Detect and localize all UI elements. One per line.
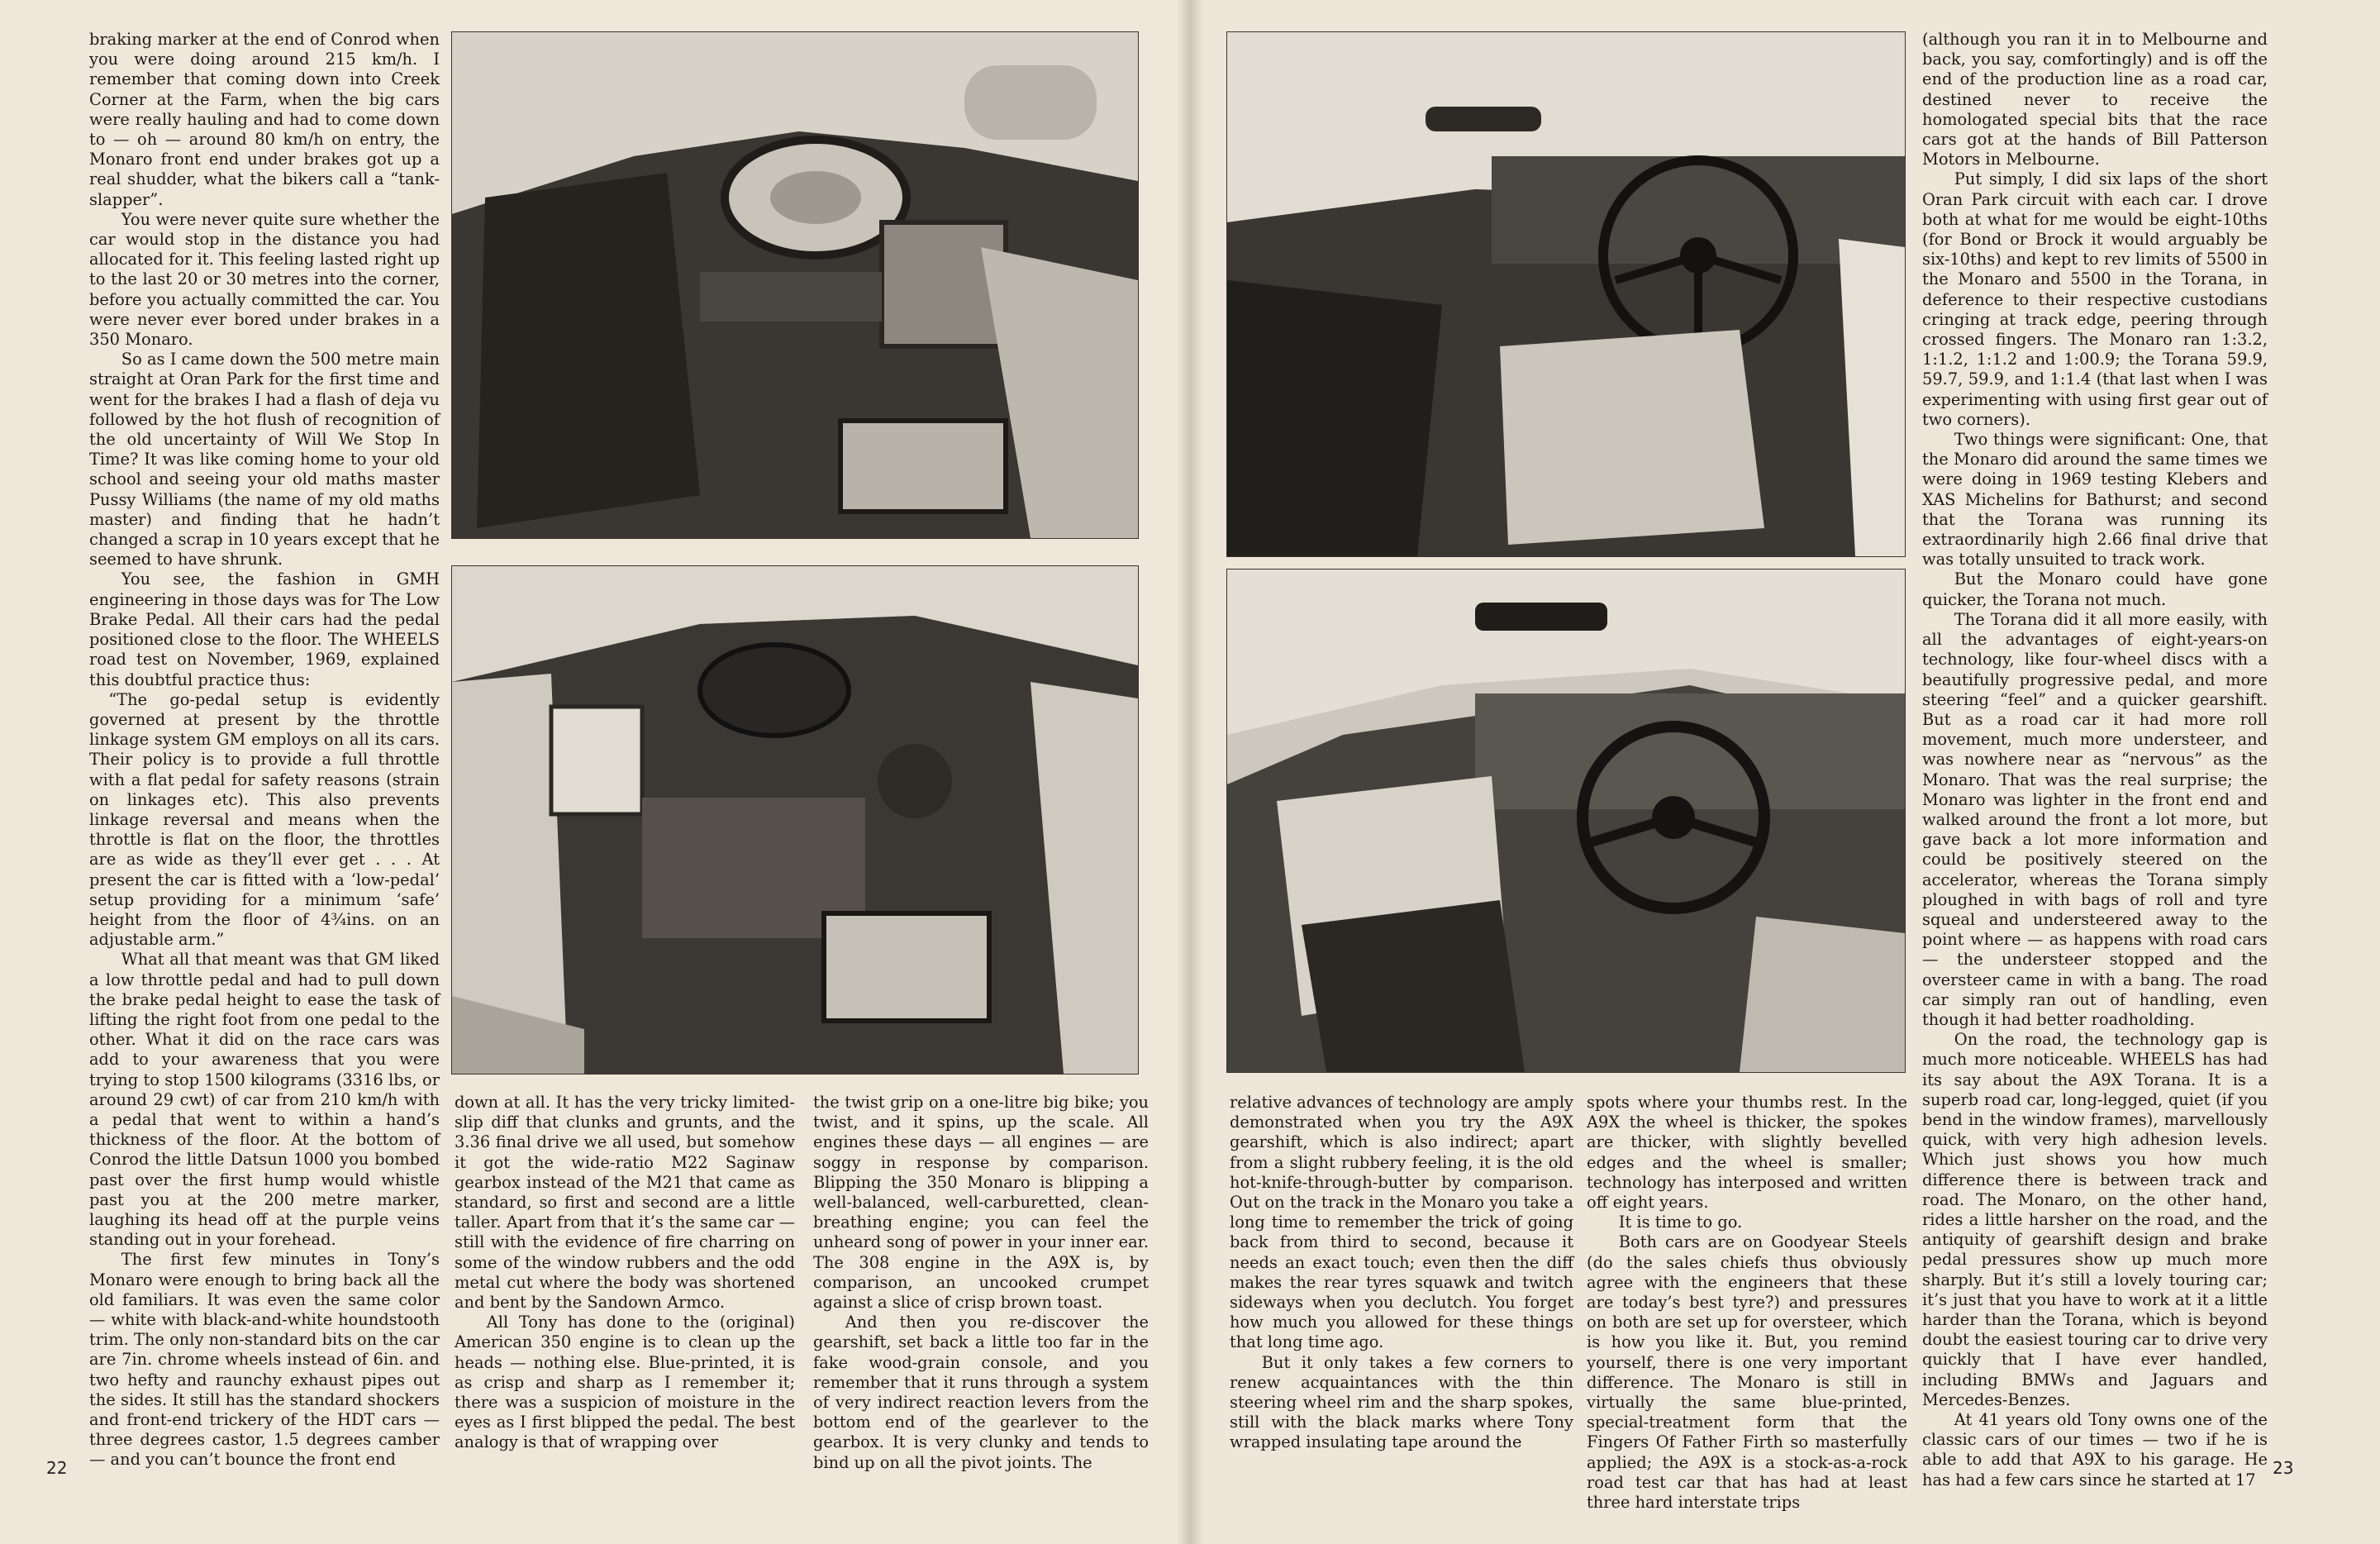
- paragraph: On the road, the technology gap is much more noticeable. WHEELS has had its say about the A9X Torana. It is a superb road car, long-legged, quiet (if you bend in the window frames), marvellously quick, with very high adhesion levels. Which just shows you how much difference there is between track and road. The Monaro, on the other hand, rides a little harsher on the road, and the antiquity of gearshift design and brake pedal pressures show up much more sharply. But it’s still a lovely touring car; it’s just that you have to work at it a little harder than the Torana, which is beyond doubt the easiest touring car to drive very quickly that I have ever handled, including BMWs and Jaguars and Mercedes-Benzes.: [1922, 1030, 2268, 1409]
- monaro-interior-photo: [1226, 31, 1906, 557]
- car-interior-photo-icon: [1227, 569, 1905, 1072]
- car-interior-photo-icon: [1227, 32, 1905, 556]
- monaro-engine-bay-photo: [451, 31, 1139, 539]
- paragraph: The Torana did it all more easily, with all the advantages of eight-years-on technology, like four-wheel discs with a beautifully progressive pedal, and more steering “feel” and a quicker gearshift. But as a road car it had more roll movement, much more understeer, and was nowhere near as “nervous” as the Monaro. That was the real surprise; the Monaro was lighter in the front end and walked around the front a lot more, but gave back a lot more information and could be positively steered on the accelerator, whereas the Torana simply ploughed in with bags of roll and tyre squeal and understeered away to the point where — as happens with road cars — the understeer stopped and the oversteer came in with a bang. The road car simply ran out of handling, even though it had better roadholding.: [1922, 609, 2268, 1029]
- right-column-2: [1587, 1093, 1907, 1513]
- paragraph: It is time to go.: [1618, 1213, 1743, 1232]
- left-column-3: [813, 1093, 1149, 1472]
- right-column-3: [1922, 30, 2268, 1489]
- paragraph: (although you ran it in to Melbourne and back, you say, comfortingly) and is off the end of the production line as a road car, destined never to receive the homologated special bits that the race cars got at the hands of Bill Patterson Motors in Melbourne.: [1922, 30, 2268, 169]
- engine-bay-photo-icon: [452, 566, 1138, 1074]
- spine-gutter: [1177, 0, 1203, 1544]
- paragraph: braking marker at the end of Conrod when you were doing around 215 km/h. I remember that coming down into Creek Corner at the Farm, when the big cars were really hauling and had to come down to — oh — around 80 km/h on entry, the Monaro front end under brakes got up a real shudder, what the bikers call a “tank-slapper”.: [89, 30, 440, 209]
- torana-engine-bay-photo: [451, 565, 1139, 1075]
- paragraph: And then you re-discover the gearshift, set back a little too far in the fake wood-grain console, and you remember that it runs through a system of very indirect reaction levers from the bottom end of the gearlever to the gearbox. It is very clunky and tends to bind up on all the pivot joints. The: [813, 1313, 1149, 1472]
- paragraph: But it only takes a few corners to renew acquaintances with the thin steering wheel rim and the sharp spokes, still with the black marks where Tony wrapped insulating tape around the: [1230, 1352, 1573, 1452]
- left-column-1: [89, 30, 440, 1470]
- paragraph: the twist grip on a one-litre big bike; you twist, and it spins, up the scale. All engines these days — all engines — are soggy in response by comparison. Blipping the 350 Monaro is blipping a well-balanced, well-carburetted, clean-breathing engine; you can feel the unheard song of power in your inner ear. The 308 engine in the A9X is, by comparison, an uncooked crumpet against a slice of crisp brown toast.: [813, 1093, 1149, 1313]
- page-number: 23: [2273, 1458, 2294, 1478]
- paragraph: Put simply, I did six laps of the short Oran Park circuit with each car. I drove both at what for me would be eight-10ths (for Bond or Brock it would arguably be six-10ths) and kept to rev limits of 5500 in the Monaro and 5500 in the Torana, in deference to their respective custodians cringing at track edge, peering through crossed fingers. The Monaro ran 1:3.2, 1:1.2, 1:1.2 and 1:00.9; the Torana 59.9, 59.7, 59.9, and 1:1.4 (that last when I was experimenting with using first gear out of two corners).: [1922, 169, 2268, 429]
- right-column-1: [1230, 1093, 1573, 1452]
- paragraph: spots where your thumbs rest. In the A9X the wheel is thicker, the spokes are thicker, with slightly bevelled edges and the wheel is smaller; technology has interposed and written off eight years.: [1587, 1093, 1907, 1213]
- paragraph: Both cars are on Goodyear Steels (do the sales chiefs thus obviously agree with the engineers that these are today’s best tyre?) and pressures on both are set up for oversteer, which is how you like it. But, you remind yourself, there is one very important difference. The Monaro is still in virtually the same blue-printed, special-treatment form that the Fingers Of Father Firth so masterfully applied; the A9X is a stock-as-a-rock road test car that has had at least three hard interstate trips: [1587, 1232, 1907, 1513]
- paragraph: You see, the fashion in GMH engineering in those days was for The Low Brake Pedal. All their cars had the pedal positioned close to the floor. The WHEELS road test on November, 1969, explained this doubtful practice thus:: [89, 569, 440, 689]
- right-page: [1190, 0, 2380, 1544]
- paragraph: relative advances of technology are amply demonstrated when you try the A9X gearshift, which is also indirect; apart from a slight rubbery feeling, it is the old hot-knife-through-butter by comparison. Out on the track in the Monaro you take a long time to remember the trick of going back from third to second, because it needs an exact touch; even then the diff makes the rear tyres squawk and twitch sideways when you declutch. You forget how much you allowed for these things that long time ago.: [1230, 1093, 1573, 1352]
- left-column-2: [455, 1093, 795, 1452]
- paragraph: Two things were significant: One, that the Monaro did around the same times we were doing in 1969 testing Klebers and XAS Michelins for Bathurst; and second that the Torana was running its extraordinarily high 2.66 final drive that was totally unsuited to track work.: [1922, 430, 2268, 569]
- paragraph: What all that meant was that GM liked a low throttle pedal and had to pull down the brake pedal height to ease the task of lifting the right foot from one pedal to the other. What it did on the race cars was add to your awareness that you were trying to stop 1500 kilograms (3316 lbs, or around 29 cwt) of car from 210 km/h with a pedal that went to within a hand’s thickness of the floor. At the bottom of Conrod the little Datsun 1000 you bombed past over the first hump would whistle past you at the 200 metre marker, laughing its head off at the purple veins standing out in your forehead.: [89, 950, 440, 1250]
- paragraph: You were never quite sure whether the car would stop in the distance you had allocated for it. This feeling lasted right up to the last 20 or 30 metres into the corner, before you actually committed the car. You were never ever bored under brakes in a 350 Monaro.: [89, 209, 440, 350]
- paragraph: So as I came down the 500 metre main straight at Oran Park for the first time and went for the brakes I had a flash of deja vu followed by the hot flush of recognition of the old uncertainty of Will We Stop In Time? It was like coming home to your old school and seeing your old maths master Pussy Williams (the name of my old maths master) and finding that he hadn’t changed a scrap in 10 years except that he seemed to have shrunk.: [89, 350, 440, 569]
- paragraph: down at all. It has the very tricky limited-slip diff that clunks and grunts, and the 3.36 final drive we all used, but somehow it got the wide-ratio M22 Saginaw gearbox instead of the M21 that came as standard, so first and second are a little taller. Apart from that it’s the same car — still with the evidence of fire charring on some of the window rubbers and the odd metal cut where the body was shortened and bent by the Sandown Armco.: [455, 1093, 795, 1313]
- page-number: 22: [46, 1458, 68, 1478]
- paragraph: At 41 years old Tony owns one of the classic cars of our times — two if he is able to add that A9X to his garage. He has had a few cars since he started at 17: [1922, 1410, 2268, 1489]
- paragraph: The first few minutes in Tony’s Monaro were enough to bring back all the old familiars. It was even the same color — white with black-and-white houndstooth trim. The only non-standard bits on the car are 7in. chrome wheels instead of 6in. and two hefty and raunchy exhaust pipes out the sides. It still has the standard shockers and front-end trickery of the HDT cars — three degrees castor, 1.5 degrees camber — and you can’t bounce the front end: [89, 1250, 440, 1470]
- quoted-paragraph: “The go-pedal setup is evidently governed at present by the throttle linkage system GM employs on all its cars. Their policy is to provide a full throttle with a flat pedal for safety reasons (strain on linkages etc). This also prevents linkage reversal and means when the throttle is flat on the floor, the throttles are as wide as they’ll ever get . . . At present the car is fitted with a ‘low-pedal’ setup providing for a minimum ‘safe’ height from the floor of 4¾ins. on an adjustable arm.”: [89, 689, 440, 950]
- torana-interior-photo: [1226, 569, 1906, 1073]
- engine-bay-photo-icon: [452, 32, 1138, 538]
- paragraph: All Tony has done to the (original) American 350 engine is to clean up the heads — nothing else. Blue-printed, it is as crisp and sharp as I remember it; there was a suspicion of moisture in the eyes as I first blipped the pedal. The best analogy is that of wrapping over: [455, 1313, 795, 1452]
- paragraph: But the Monaro could have gone quicker, the Torana not much.: [1922, 569, 2268, 609]
